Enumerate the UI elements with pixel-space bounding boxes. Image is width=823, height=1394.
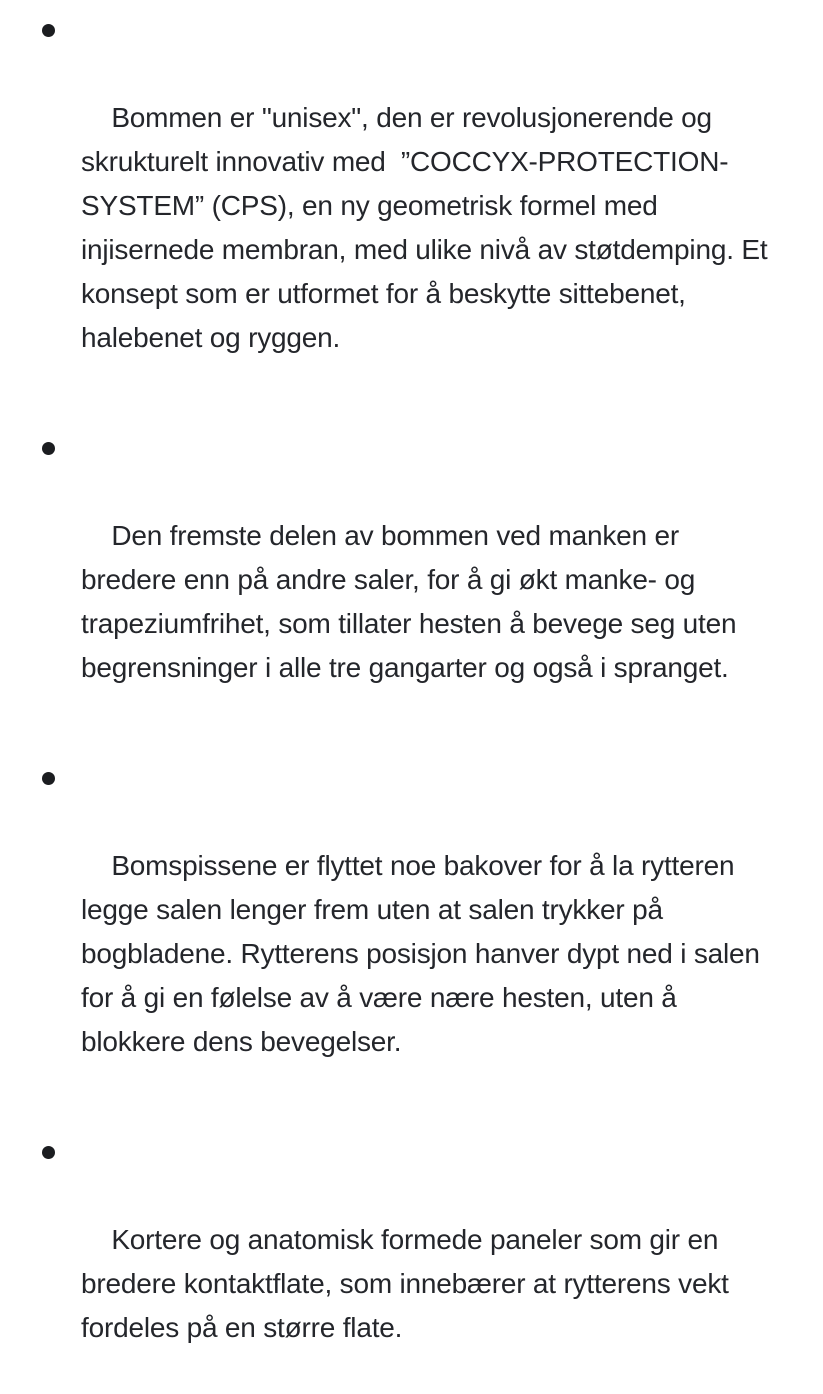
list-item-text: Den fremste delen av bommen ved manken er bredere enn på andre saler, for å gi økt manke- og trapeziumfrihet, som tillater hesten å bevege seg uten begrensninger i alle tre gangarter og også i spranget. [81, 520, 744, 683]
list-item [42, 426, 777, 734]
feature-list [42, 8, 777, 1394]
list-item [42, 1130, 777, 1394]
bullet-icon [42, 772, 55, 785]
list-item-text: Bomspissene er flyttet noe bakover for å la rytteren legge salen lenger frem uten at salen trykker på bogbladene. Rytterens posisjon hanver dypt ned i salen for å gi en følelse av å være nære hesten, uten å blokkere dens bevegelser. [81, 850, 768, 1057]
bullet-icon [42, 1146, 55, 1159]
list-item [42, 756, 777, 1108]
bullet-icon [42, 442, 55, 455]
list-item-text: Bommen er "unisex", den er revolusjonerende og skrukturelt innovativ med ”COCCYX-PROTECTION-SYSTEM” (CPS), en ny geometrisk formel med injisernede membran, med ulike nivå av støtdemping. Et konsept som er utformet for å beskytte sittebenet, halebenet og ryggen. [81, 102, 776, 353]
list-item [42, 8, 777, 404]
bullet-icon [42, 24, 55, 37]
list-item-text: Kortere og anatomisk formede paneler som gir en bredere kontaktflate, som innebærer at rytterens vekt fordeles på en større flate. [81, 1224, 737, 1343]
